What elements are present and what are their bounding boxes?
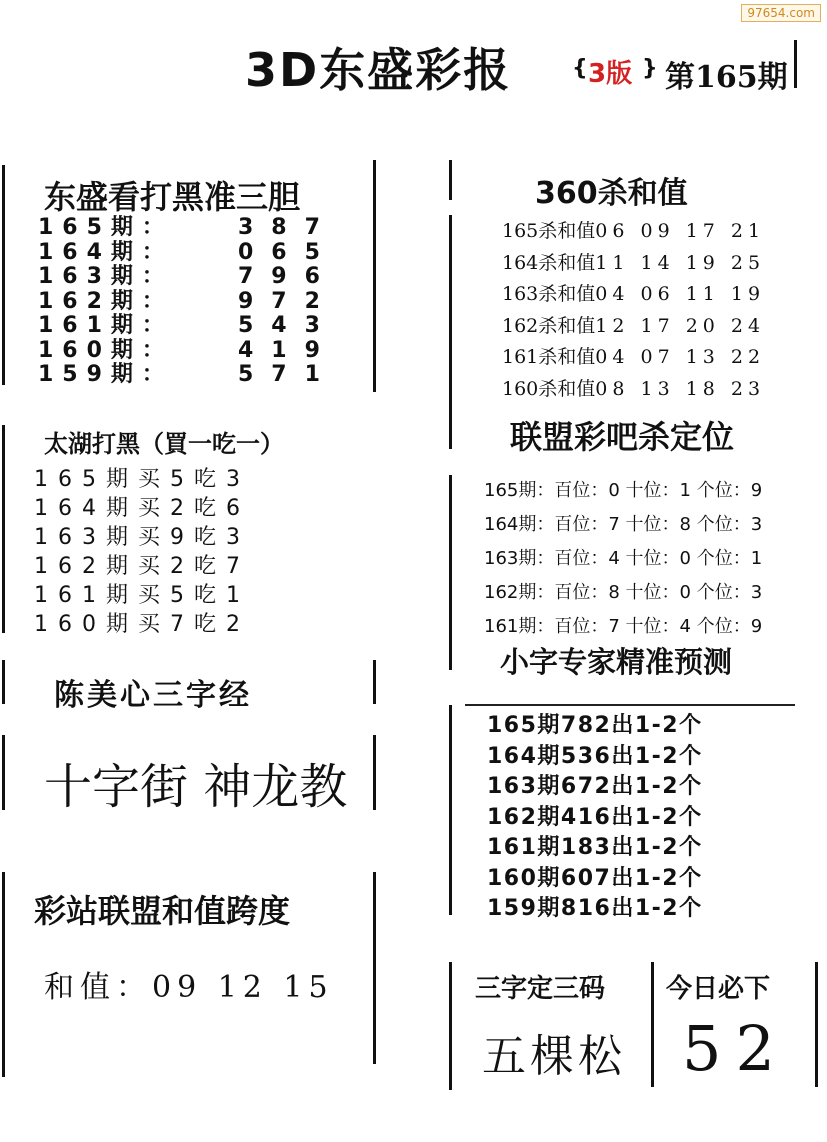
list-item: 160期买7吃2 [34, 612, 250, 637]
list-item [502, 248, 765, 280]
issue-value: 543 [238, 313, 338, 338]
edition-label: 3版 [588, 59, 633, 89]
list-item [38, 290, 338, 315]
issue-label: 165杀和值 [502, 220, 596, 242]
dongsheng-list [38, 216, 338, 388]
issue-value: 571 [238, 362, 338, 387]
left-rule-5r [373, 872, 376, 1064]
issue-label: 160杀和值 [502, 377, 596, 400]
list-item: 159期816出1-2个 [487, 896, 703, 921]
issue-label: 161期： [38, 313, 173, 338]
issue-label: 165期： [38, 215, 173, 240]
caizhan-title: 彩站联盟和值跨度 [34, 892, 291, 930]
list-item [38, 265, 338, 290]
issue-value: 419 [238, 337, 338, 363]
kill360-title: 360杀和值 [535, 176, 688, 211]
list-item [38, 241, 338, 266]
dongsheng-title: 东盛看打黑准三胆 [44, 178, 301, 216]
list-item: 163期：百位：4 十位：0 个位：1 [484, 548, 763, 569]
issue-label: 161杀和值 [502, 346, 596, 368]
right-rule-2 [449, 215, 452, 449]
header-divider [794, 40, 797, 88]
caizhan-content: 和值：09 12 15 [44, 970, 334, 1005]
issue-label: 159期： [38, 362, 173, 387]
list-item [502, 216, 765, 248]
right-rule-5m [651, 962, 654, 1087]
list-item [502, 279, 765, 311]
lianmeng-list [484, 476, 762, 646]
issue-label: 162期： [38, 288, 173, 314]
issue-label: 160期： [38, 337, 173, 363]
right-rule-1 [449, 160, 452, 200]
issue-value: 04 07 13 22 [595, 346, 766, 368]
list-item: 164期536出1-2个 [487, 743, 703, 769]
left-rule-4 [2, 735, 5, 810]
left-rule-2 [2, 425, 5, 633]
list-item: 164期：百位：7 十位：8 个位：3 [484, 514, 763, 535]
sanzi-title: 三字定三码 [475, 974, 606, 1004]
issue-value: 065 [238, 239, 338, 265]
list-item [38, 339, 338, 364]
chenmeixin-title: 陈美心三字经 [54, 678, 252, 713]
kill360-list [502, 216, 765, 405]
right-rule-3 [449, 475, 452, 670]
issue-value: 08 13 18 23 [595, 377, 766, 400]
issue-value: 387 [238, 215, 338, 240]
list-item [38, 216, 338, 241]
list-item [38, 363, 338, 388]
list-item: 163期买9吃3 [34, 525, 250, 550]
list-item [502, 342, 765, 374]
left-rule-3r [373, 660, 376, 704]
edition-brace-close: } [642, 56, 658, 81]
page-title: 3D东盛彩报 [245, 43, 512, 97]
issue-value: 06 09 17 21 [595, 220, 766, 242]
lianmeng-title: 联盟彩吧杀定位 [510, 418, 735, 456]
xiaozi-list [487, 708, 703, 922]
list-item: 161期买5吃1 [34, 583, 250, 608]
right-rule-5 [449, 962, 452, 1090]
taihu-title: 太湖打黑（買一吃一） [44, 430, 284, 458]
xiaozi-title: 小字专家精准预测 [500, 645, 733, 679]
issue-value: 12 17 20 24 [595, 314, 766, 337]
issue-value: 04 06 11 19 [595, 283, 766, 305]
top-hline [465, 704, 795, 706]
list-item [502, 374, 765, 406]
list-item [502, 311, 765, 343]
right-rule-4 [449, 705, 452, 915]
list-item: 161期：百位：7 十位：4 个位：9 [484, 616, 763, 637]
list-item: 164期买2吃6 [34, 496, 250, 521]
right-rule-5r [815, 962, 818, 1087]
list-item: 165期：百位：0 十位：1 个位：9 [484, 480, 763, 501]
left-rule-3 [2, 660, 5, 704]
issue-label: 164期： [38, 239, 173, 265]
taihu-list [34, 462, 250, 636]
issue-value: 972 [238, 288, 338, 314]
issue-label: 162杀和值 [502, 314, 596, 337]
edition-brace-open: { [572, 56, 588, 81]
list-item: 162期416出1-2个 [487, 804, 703, 830]
left-rule-1 [2, 165, 5, 385]
issue-label: 164杀和值 [502, 251, 596, 274]
issue-label: 163期： [38, 264, 173, 289]
list-item: 165期782出1-2个 [487, 713, 703, 738]
list-item: 163期672出1-2个 [487, 774, 703, 799]
issue-value: 796 [238, 264, 338, 289]
site-watermark: 97654.com [741, 4, 821, 22]
list-item: 162期：百位：8 十位：0 个位：3 [484, 582, 763, 603]
jinri-title: 今日必下 [666, 974, 771, 1004]
list-item [38, 314, 338, 339]
issue-value: 11 14 19 25 [595, 251, 766, 274]
left-rule-5 [2, 872, 5, 1077]
chenmeixin-content: 十字街 神龙教 [44, 759, 348, 815]
list-item: 162期买2吃7 [34, 554, 250, 579]
issue-number: 第165期 [665, 60, 788, 95]
list-item: 160期607出1-2个 [487, 865, 703, 891]
left-rule-4r [373, 735, 376, 810]
left-rule-1r [373, 160, 376, 392]
sanzi-content: 五棵松 [482, 1031, 626, 1082]
list-item: 165期买5吃3 [34, 467, 250, 492]
list-item: 161期183出1-2个 [487, 835, 703, 860]
issue-label: 163杀和值 [502, 283, 596, 305]
jinri-content: 52 [682, 1012, 789, 1085]
